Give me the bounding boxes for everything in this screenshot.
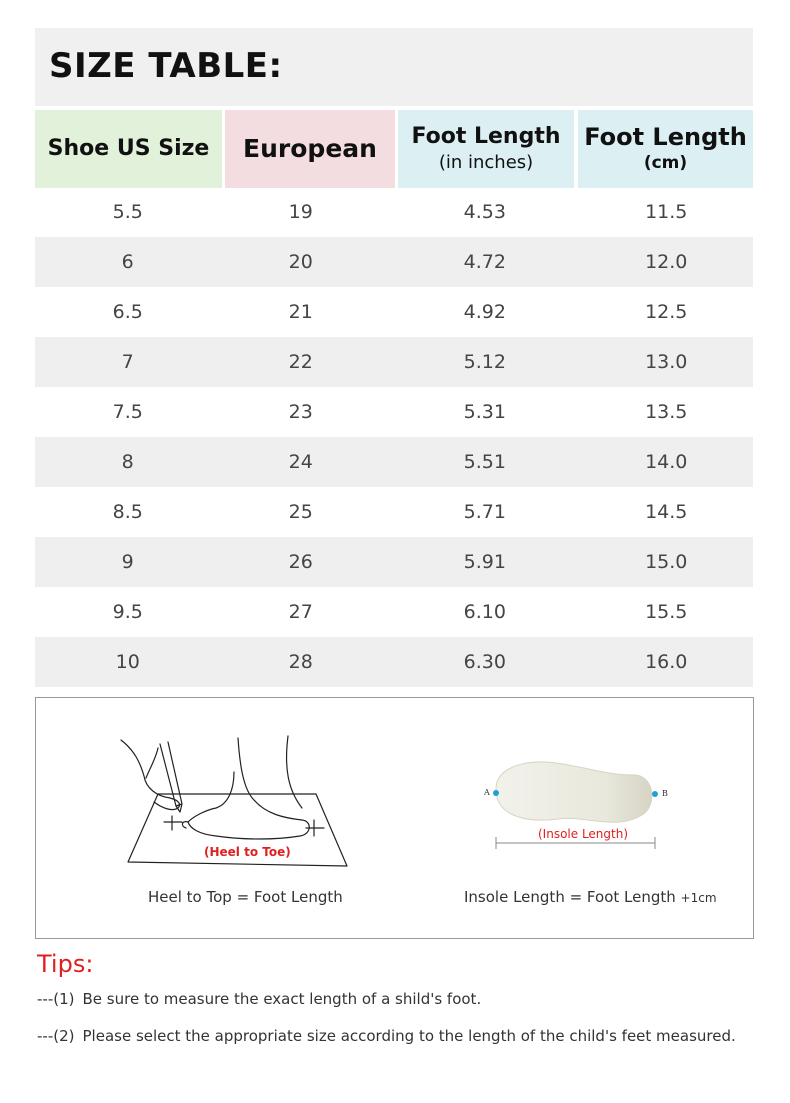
cell-european: 26 (288, 551, 313, 573)
insole-shape (496, 762, 652, 822)
point-a-label: A (484, 788, 490, 797)
insole-length-caption (464, 888, 717, 906)
tip-item (37, 1027, 736, 1045)
header-us-size-label: Shoe US Size (47, 136, 210, 161)
cell-inches: 4.72 (463, 251, 506, 273)
table-row (35, 337, 753, 387)
cell-european: 19 (288, 201, 313, 223)
cell-inches: 5.51 (463, 451, 506, 473)
cell-us-size: 8.5 (112, 501, 143, 523)
cell-cm: 11.5 (645, 201, 688, 223)
tip-text: Please select the appropriate size according to the length of the child's feet measured. (82, 1027, 736, 1045)
header-european-label: European (243, 134, 377, 163)
header-foot-length-inches-unit: (in inches) (438, 152, 534, 173)
table-row (35, 437, 753, 487)
cell-cm: 15.5 (645, 601, 688, 623)
tips-heading: Tips: (37, 950, 94, 978)
cell-cm: 16.0 (645, 651, 688, 673)
cell-us-size: 5.5 (112, 201, 143, 223)
insole-caption-text: Insole Length = Foot Length (464, 888, 676, 906)
heel-to-toe-label: (Heel to Toe) (204, 845, 291, 859)
table-row (35, 587, 753, 637)
insole-caption-suffix: +1cm (680, 891, 717, 905)
header-foot-length-cm-unit: (cm) (643, 153, 688, 173)
cell-inches: 4.53 (463, 201, 506, 223)
cell-inches: 4.92 (463, 301, 506, 323)
cell-european: 27 (288, 601, 313, 623)
point-b-marker (652, 791, 658, 797)
cell-european: 21 (288, 301, 313, 323)
cell-us-size: 10 (115, 651, 140, 673)
cell-european: 28 (288, 651, 313, 673)
cell-cm: 14.0 (645, 451, 688, 473)
cell-inches: 6.10 (463, 601, 506, 623)
point-b-label: B (662, 789, 668, 798)
table-row (35, 537, 753, 587)
table-row (35, 637, 753, 687)
measurement-guide (35, 697, 754, 939)
cell-european: 20 (288, 251, 313, 273)
cell-european: 22 (288, 351, 313, 373)
cell-cm: 15.0 (645, 551, 688, 573)
page-title: SIZE TABLE: (49, 46, 283, 86)
cell-us-size: 9.5 (112, 601, 143, 623)
cell-cm: 12.5 (645, 301, 688, 323)
cell-inches: 5.12 (463, 351, 506, 373)
header-us-size (35, 110, 222, 188)
cell-us-size: 6 (121, 251, 134, 273)
cell-cm: 14.5 (645, 501, 688, 523)
cell-european: 24 (288, 451, 313, 473)
cell-european: 23 (288, 401, 313, 423)
foot-tracing-illustration (116, 728, 356, 873)
header-foot-length-cm (578, 110, 753, 188)
point-a-marker (493, 790, 499, 796)
cell-inches: 6.30 (463, 651, 506, 673)
cell-us-size: 7 (121, 351, 134, 373)
table-row (35, 387, 753, 437)
cell-us-size: 6.5 (112, 301, 143, 323)
cell-us-size: 7.5 (112, 401, 143, 423)
title-bar (35, 28, 753, 106)
header-european (225, 110, 395, 188)
table-row (35, 487, 753, 537)
size-table-body (35, 187, 753, 687)
tip-number: ---(1) (37, 990, 75, 1008)
insole-length-label: (Insole Length) (538, 827, 629, 841)
tip-item (37, 990, 481, 1008)
insole-illustration (466, 753, 666, 863)
cell-european: 25 (288, 501, 313, 523)
tip-text: Be sure to measure the exact length of a shild's foot. (82, 990, 482, 1008)
cell-us-size: 9 (121, 551, 134, 573)
cell-cm: 13.5 (645, 401, 688, 423)
header-foot-length-inches (398, 110, 574, 188)
table-row (35, 187, 753, 237)
cell-inches: 5.91 (463, 551, 506, 573)
cell-cm: 13.0 (645, 351, 688, 373)
tip-number: ---(2) (37, 1027, 75, 1045)
header-foot-length-cm-label: Foot Length (584, 123, 747, 151)
cell-inches: 5.31 (463, 401, 506, 423)
cell-cm: 12.0 (645, 251, 688, 273)
table-row (35, 287, 753, 337)
cell-us-size: 8 (121, 451, 134, 473)
cell-inches: 5.71 (463, 501, 506, 523)
foot-length-caption: Heel to Top = Foot Length (148, 888, 343, 906)
header-foot-length-inches-label: Foot Length (411, 124, 561, 149)
table-row (35, 237, 753, 287)
